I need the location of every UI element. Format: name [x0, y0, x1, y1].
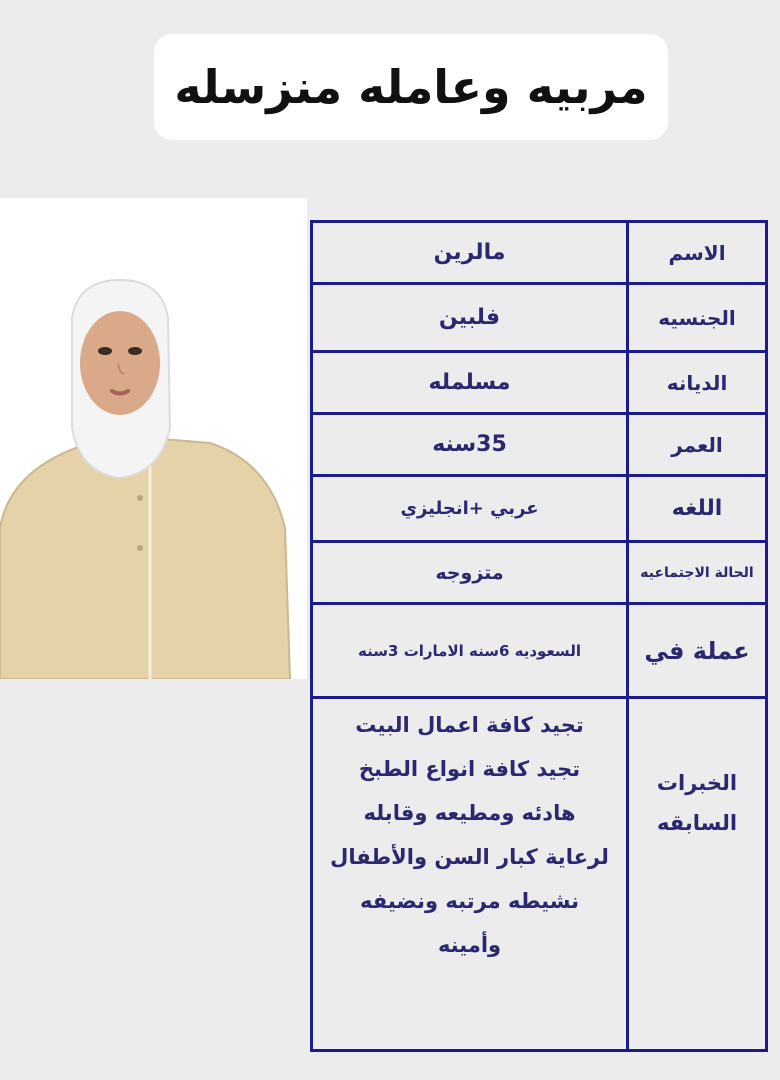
experience-item: هادئه ومطيعه وقابله [363, 801, 576, 825]
age-value: 35سنه [432, 432, 507, 457]
experience-label-cell [629, 699, 765, 1049]
worker-portrait-image [0, 198, 307, 679]
label-cell [629, 353, 765, 412]
label-cell [629, 285, 765, 350]
nationality-value: فلبين [438, 305, 501, 330]
value-cell [313, 477, 626, 540]
name-value: مالرين [433, 240, 506, 265]
row-worked-in [313, 605, 765, 699]
row-religion [313, 353, 765, 415]
page-title: مربيه وعامله منزسله [174, 60, 648, 114]
age-label: العمر [671, 432, 723, 457]
religion-label: الديانه [666, 370, 728, 395]
experience-label-line1: الخبرات [656, 771, 738, 795]
experience-list-cell [313, 699, 626, 1049]
religion-value: مسلمله [428, 370, 511, 395]
experience-item: لرعاية كبار السن والأطفال [330, 845, 609, 869]
experience-label [657, 771, 737, 835]
value-cell [313, 353, 626, 412]
value-cell [313, 285, 626, 350]
label-cell [629, 223, 765, 282]
value-cell [313, 605, 626, 696]
row-name [313, 223, 765, 285]
row-age [313, 415, 765, 477]
experience-label-line2: السابقه [656, 811, 738, 835]
language-value: عربي +انجليزي [400, 498, 539, 519]
experience-list [330, 713, 609, 957]
nationality-label: الجنسيه [658, 305, 736, 330]
name-label: الاسم [668, 240, 726, 265]
row-marital-status [313, 543, 765, 605]
worker-photo [0, 198, 307, 679]
row-language [313, 477, 765, 543]
row-nationality [313, 285, 765, 353]
label-cell [629, 477, 765, 540]
worked-in-value: السعوديه 6سنه الامارات 3سنه [358, 641, 581, 660]
language-label: اللغه [671, 496, 723, 521]
experience-item: تجيد كافة انواع الطبخ [358, 757, 581, 781]
value-cell [313, 415, 626, 474]
marital-status-value: متزوجه [435, 561, 504, 584]
value-cell [313, 543, 626, 602]
experience-item: نشيطه مرتبه ونضيفه [360, 889, 579, 913]
label-cell [629, 415, 765, 474]
worked-in-label: عملة في [644, 636, 750, 665]
row-experience [313, 699, 765, 1049]
label-cell [629, 605, 765, 696]
info-table [310, 220, 768, 1052]
label-cell [629, 543, 765, 602]
value-cell [313, 223, 626, 282]
title-card [154, 34, 668, 140]
marital-status-label: الحالة الاجتماعيه [640, 564, 754, 581]
experience-item: وأمينه [437, 933, 502, 957]
experience-item: تجيد كافة اعمال البيت [355, 713, 584, 737]
